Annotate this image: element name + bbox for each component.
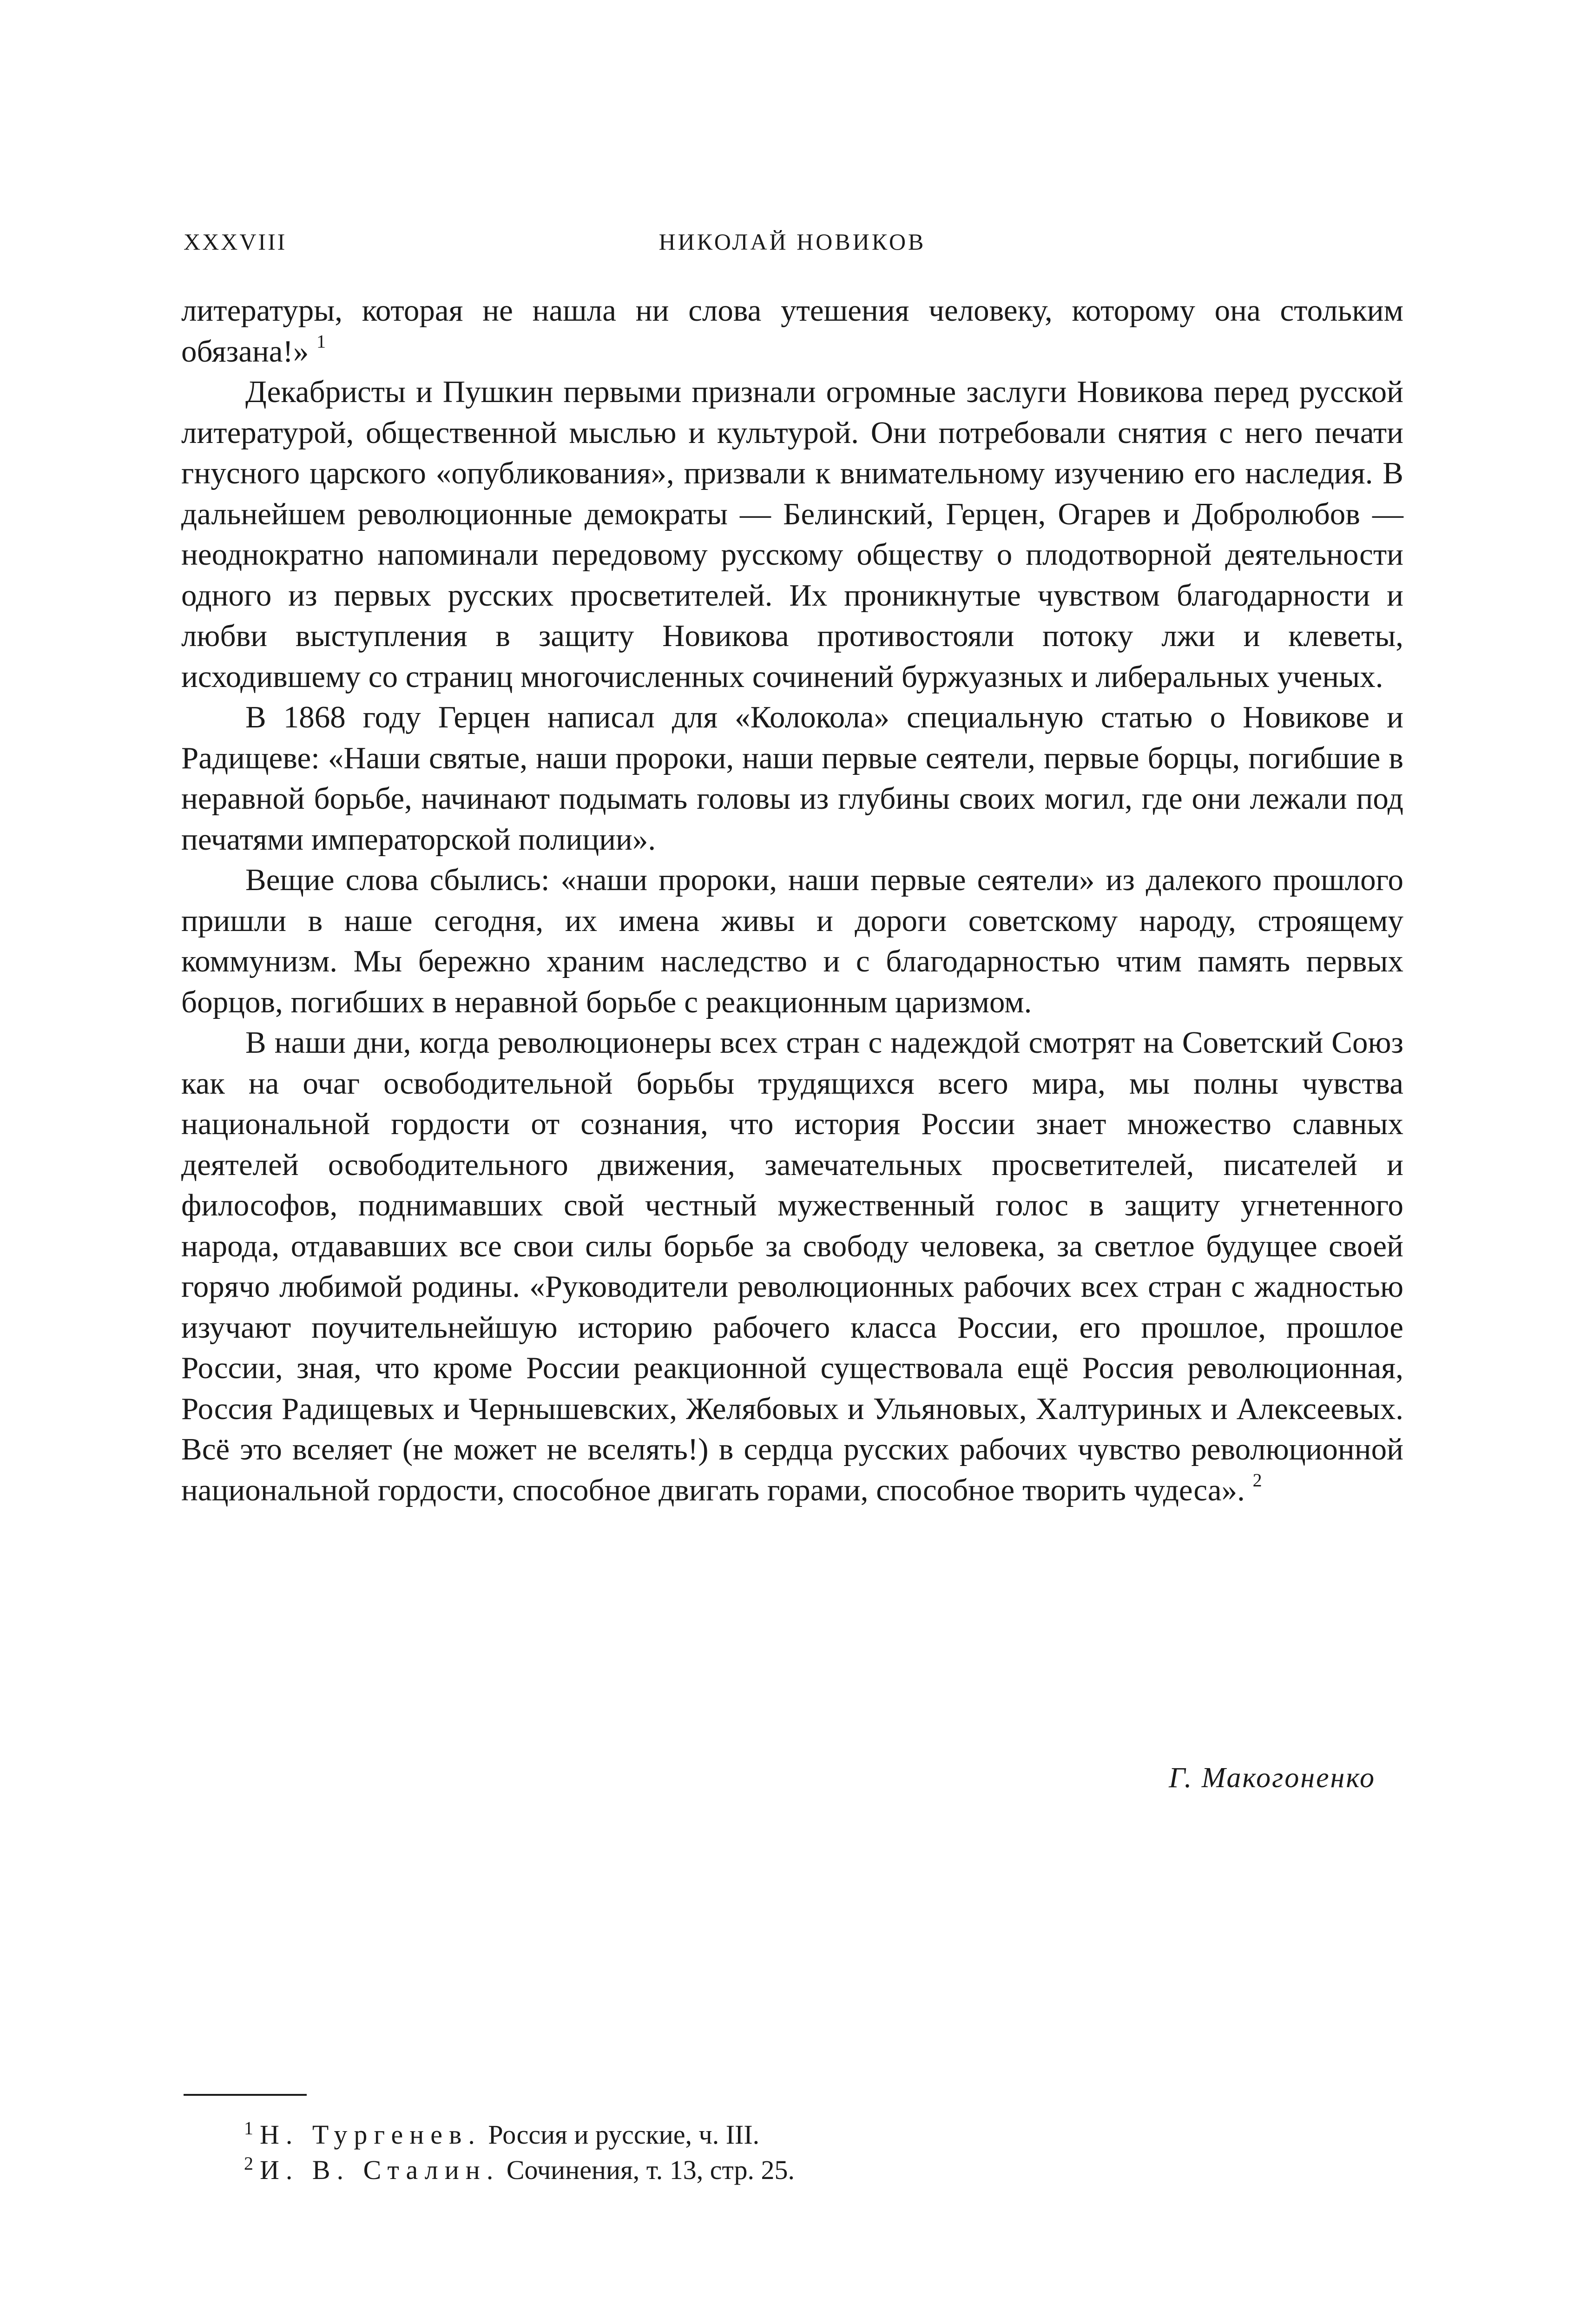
footnote-text: Россия и русские, ч. III. [488, 2119, 760, 2150]
author-signature: Г. Макогоненко [1169, 1762, 1376, 1794]
footnote-divider [184, 2094, 307, 2096]
footnote-reference: 1 [316, 330, 326, 352]
footnote-number: 1 [244, 2118, 253, 2139]
page-number: XXXVIII [184, 229, 287, 255]
paragraph [181, 860, 1403, 1023]
footnote-number: 2 [244, 2153, 253, 2174]
footnote-author: Н. Тургенев. [260, 2119, 481, 2150]
footnote-author: И. В. Сталин. [260, 2155, 500, 2185]
footnote [244, 2117, 1359, 2152]
paragraph-text: В наши дни, когда революционеры всех стран с надеждой смотрят на Советский Союз как на очаг освободительной борьбы трудящихся всего мира, мы полны чувства национальной гордости от сознания, что история России знает множество славных деятелей освободительного движения, замечательных просветителей, писателей и философов, поднимавших свой честный мужественный голос в защиту угнетенного народа, отдававших все свои силы борьбе за свободу человека, за светлое будущее своей горячо любимой родины. «Руководители революционных рабочих всех стран с жадностью изучают поучительнейшую историю рабочего класса России, его прошлое, прошлое России, зная, что кроме России реакционной существовала ещё Россия революционная, Россия Радищевых и Чернышевских, Желябовых и Ульяновых, Халтуриных и Алексеевых. Всё это вселяет (не может не вселять!) в сердца русских рабочих чувство революционной национальной гордости, способное двигать горами, способное творить чудеса». [181, 1025, 1403, 1507]
paragraph [181, 372, 1403, 697]
footnote-reference: 2 [1252, 1469, 1262, 1491]
footnote-text: Сочинения, т. 13, стр. 25. [506, 2155, 795, 2185]
footnotes [244, 2117, 1359, 2188]
paragraph-text: Декабристы и Пушкин первыми признали огромные заслуги Новикова перед русской литературой, общественной мыслью и культурой. Они потребовали снятия с него печати гнусного царского «опубликования», призвали к внимательному изучению его наследия. В дальнейшем революционные демократы — Белинский, Герцен, Огарев и Добролюбов — неоднократно напоминали передовому русскому обществу о плодотворной деятельности одного из первых русских просветителей. Их проникнутые чувством благодарности и любви выступления в защиту Новикова противостояли потоку лжи и клеветы, исходившему со страниц многочисленных сочинений буржуазных и либеральных ученых. [181, 375, 1403, 694]
running-head [184, 223, 1401, 260]
body-text [181, 290, 1403, 1511]
paragraph-text: В 1868 году Герцен написал для «Колокола» специальную статью о Новикове и Радищеве: «Наши святые, наши пророки, наши первые сеятели, первые борцы, погибшие в неравной борьбе, начинают подымать головы из глубины своих могил, где они лежали под печатями императорской полиции». [181, 700, 1403, 857]
paragraph-text: Вещие слова сбылись: «наши пророки, наши первые сеятели» из далекого прошлого пришли в наше сегодня, их имена живы и дороги советскому народу, строящему коммунизм. Мы бережно храним наследство и с благодарностью чтим память первых борцов, погибших в неравной борьбе с реакционным царизмом. [181, 863, 1403, 1019]
running-title: НИКОЛАЙ НОВИКОВ [658, 229, 926, 255]
footnote [244, 2152, 1359, 2188]
paragraph-text: литературы, которая не нашла ни слова утешения человеку, которому она стольким обязана!» [181, 293, 1403, 369]
paragraph [181, 1023, 1403, 1511]
paragraph-continuation [181, 290, 1403, 372]
paragraph [181, 697, 1403, 860]
